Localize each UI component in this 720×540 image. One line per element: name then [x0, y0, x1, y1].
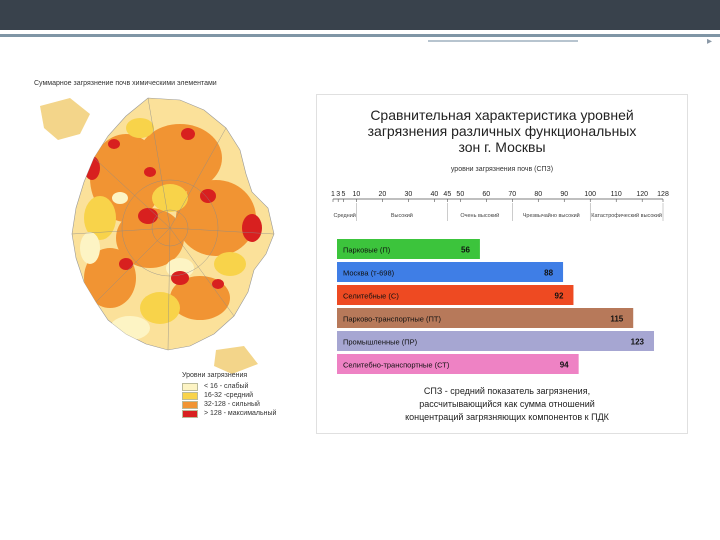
bar-value-label: 56 — [461, 245, 470, 255]
legend-swatch — [182, 401, 198, 409]
bar-category-label: Селитебно-транспортные (СТ) — [343, 360, 450, 370]
zone-label: Чрезвычайно высокий — [522, 213, 580, 219]
legend-label: 32-128 - сильный — [204, 401, 260, 408]
legend-item — [182, 400, 276, 409]
legend-item — [182, 391, 276, 400]
tick-label: 120 — [636, 191, 649, 198]
zone-label: Катастрофический высокий — [591, 213, 662, 219]
comparison-panel — [316, 94, 688, 434]
bar-category-label: Парково-транспортные (ПТ) — [343, 314, 441, 324]
note-line: СПЗ - средний показатель загрязнения, — [423, 386, 591, 396]
map-legend — [182, 372, 276, 418]
tick-label: 50 — [456, 191, 465, 198]
tick-label: 30 — [404, 191, 413, 198]
zone-label: Средний — [333, 213, 356, 219]
bar-category-label: Парковые (П) — [343, 245, 391, 255]
legend-swatch — [182, 392, 198, 400]
note-line: рассчитывающийся как сумма отношений — [419, 399, 595, 409]
corner-icon: ▸ — [707, 36, 713, 47]
tick-label: 1 — [331, 191, 335, 198]
tick-label: 90 — [560, 191, 569, 198]
zone-label: Высокий — [390, 213, 413, 219]
tick-label: 110 — [610, 191, 622, 198]
header-stripe-accent — [428, 40, 578, 42]
legend-swatch — [182, 383, 198, 391]
tick-label: 3 — [336, 191, 341, 198]
bar-category-label: Промышленные (ПР) — [343, 337, 418, 347]
legend-item — [182, 409, 276, 418]
tick-label: 5 — [341, 191, 346, 198]
tick-label: 128 — [657, 191, 669, 198]
map-title: Суммарное загрязнение почв химическими элементами — [34, 80, 217, 87]
legend-title: Уровни загрязнения — [182, 372, 248, 379]
bar-value-label: 123 — [630, 337, 645, 347]
header-stripe — [0, 34, 720, 37]
panel-title-line: зон г. Москвы — [458, 139, 546, 155]
panel-title-line: загрязнения различных функциональных — [367, 123, 637, 139]
bar-value-label: 94 — [559, 360, 569, 370]
bar-value-label: 115 — [610, 314, 624, 324]
bar-value-label: 92 — [554, 291, 564, 301]
pollution-bar-chart — [317, 95, 687, 385]
note-line: концентраций загрязняющих компонентов к ПДК — [405, 412, 609, 422]
outlying-district-shape — [214, 346, 258, 374]
bar-value-label: 88 — [544, 268, 554, 278]
outlying-district-shape — [40, 98, 90, 140]
axis-title: уровни загрязнения почв (СПЗ) — [450, 166, 554, 173]
tick-label: 20 — [378, 191, 387, 198]
zone-label: Очень высокий — [460, 213, 500, 219]
tick-label: 45 — [443, 191, 452, 198]
legend-label: < 16 - слабый — [204, 383, 249, 390]
tick-label: 10 — [352, 191, 361, 198]
tick-label: 70 — [508, 191, 517, 198]
legend-label: 16-32 -средний — [204, 392, 254, 399]
legend-item — [182, 382, 276, 391]
bar-category-label: Селитебные (С) — [343, 291, 399, 301]
panel-title-line: Сравнительная характеристика уровней — [370, 107, 634, 123]
legend-label: > 128 - максимальный — [204, 410, 277, 417]
bar-category-label: Москва (т-698) — [343, 268, 395, 278]
tick-label: 40 — [430, 191, 439, 198]
moscow-pollution-map — [30, 88, 290, 378]
legend-swatch — [182, 410, 198, 418]
tick-label: 60 — [482, 191, 491, 198]
header-bar — [0, 0, 720, 30]
tick-label: 80 — [534, 191, 543, 198]
panel-note — [377, 385, 637, 424]
tick-label: 100 — [584, 191, 597, 198]
